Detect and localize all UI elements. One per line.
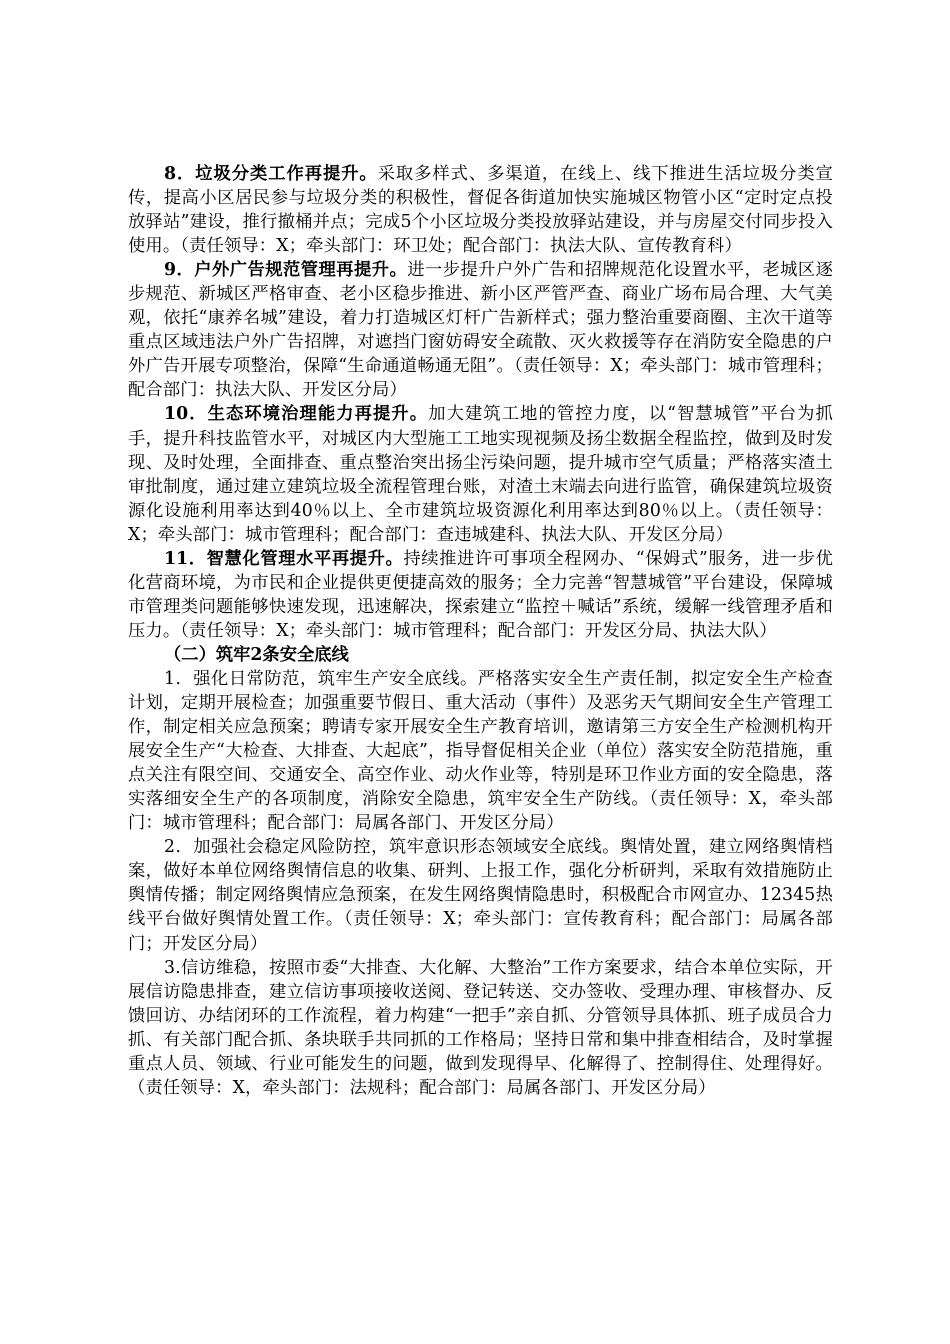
section-title: （二）筑牢2条安全底线 <box>164 644 349 665</box>
safety-item-2: 2．加强社会稳定风险防控，筑牢意识形态领域安全底线。舆情处置，建立网络舆情档案，做好本单位网络舆情信息的收集、研判、上报工作，强化分析研判，采取有效措施防止舆情传播；制定网络舆情应急预案，在发生网络舆情隐患时，积极配合市网宣办、12345热线平台做好舆情处置工作。（责任领导：X；牵头部门：宣传教育科；配合部门：局属各部门；开发区分局） <box>128 837 833 954</box>
item-11-heading: 11．智慧化管理水平再提升。 <box>164 548 404 569</box>
item-9-body: 进一步提升户外广告和招牌规范化设置水平，老城区逐步规范、新城区严格审查、老小区稳步推进、新小区严管严查、商业广场布局合理、大气美观，依托“康养名城”建设，着力打造城区灯杆广告新样式；强力整治重要商圈、主次干道等重点区域违法户外广告招牌，对遮挡门窗妨碍安全疏散、灭火救援等存在消防安全隐患的户外广告开展专项整治，保障“生命通道畅通无阻”。（责任领导：X；牵头部门：城市管理科；配合部门：执法大队、开发区分局） <box>128 260 834 401</box>
item-9-paragraph <box>128 258 833 402</box>
document-page <box>128 162 833 1100</box>
item-8-paragraph <box>128 162 833 258</box>
item-10-heading: 10．生态环境治理能力再提升。 <box>164 404 429 425</box>
item-8-heading: 8．垃圾分类工作再提升。 <box>164 164 378 184</box>
item-8-body: 采取多样式、多渠道，在线上、线下推进生活垃圾分类宣传，提高小区居民参与垃圾分类的积极性，督促各街道加快实施城区物管小区“定时定点投放驿站”建设，推行撤桶并点；完成5个小区垃圾分类投放驿站建设，并与房屋交付同步投入使用。（责任领导：X；牵头部门：环卫处；配合部门：执法大队、宣传教育科） <box>128 164 833 257</box>
safety-item-3: 3.信访维稳，按照市委“大排查、大化解、大整治”工作方案要求，结合本单位实际，开展信访隐患排查，建立信访事项接收送阅、登记转送、交办签收、受理办理、审核督办、反馈回访、办结闭环的工作流程，着力构建“一把手”亲自抓、分管领导具体抓、班子成员合力抓、有关部门配合抓、条块联手共同抓的工作格局；坚持日常和集中排查相结合，及时掌握重点人员、领域、行业可能发生的问题，做到发现得早、化解得了、控制得住、处理得好。（责任领导：X，牵头部门：法规科；配合部门：局属各部门、开发区分局） <box>128 957 833 1098</box>
item-11-body: 持续推进许可事项全程网办、“保姆式”服务，进一步优化营商环境，为市民和企业提供更便捷高效的服务；全力完善“智慧城管”平台建设，保障城市管理类问题能够快速发现，迅速解决，探索建立“监控＋喊话”系统，缓解一线管理矛盾和压力。（责任领导：X；牵头部门：城市管理科；配合部门：开发区分局、执法大队） <box>128 548 834 641</box>
item-10-paragraph <box>128 402 833 546</box>
safety-item-1: 1．强化日常防范，筑牢生产安全底线。严格落实安全生产责任制，拟定安全生产检查计划，定期开展检查；加强重要节假日、重大活动（事件）及恶劣天气期间安全生产管理工作，制定相关应急预案；聘请专家开展安全生产教育培训，邀请第三方安全生产检测机构开展安全生产“大检查、大排查、大起底”，指导督促相关企业（单位）落实安全防范措施，重点关注有限空间、交通安全、高空作业、动火作业等，特别是环卫作业方面的安全隐患，落实落细安全生产的各项制度，消除安全隐患，筑牢安全生产防线。（责任领导：X，牵头部门：城市管理科；配合部门：局属各部门、开发区分局） <box>128 668 833 834</box>
item-9-heading: 9．户外广告规范管理再提升。 <box>164 260 408 281</box>
item-10-body: 加大建筑工地的管控力度，以“智慧城管”平台为抓手，提升科技监管水平，对城区内大型施工工地实现视频及扬尘数据全程监控，做到及时发现、及时处理，全面排查、重点整治突出扬尘污染问题，提升城市空气质量；严格落实渣土审批制度，通过建立建筑垃圾全流程管理台账，对渣土末端去向进行监管，确保建筑垃圾资源化设施利用率达到40％以上、全市建筑垃圾资源化利用率达到80％以上。（责任领导：X；牵头部门：城市管理科；配合部门：查违城建科、执法大队、开发区分局） <box>128 404 833 545</box>
item-11-paragraph <box>128 547 833 643</box>
